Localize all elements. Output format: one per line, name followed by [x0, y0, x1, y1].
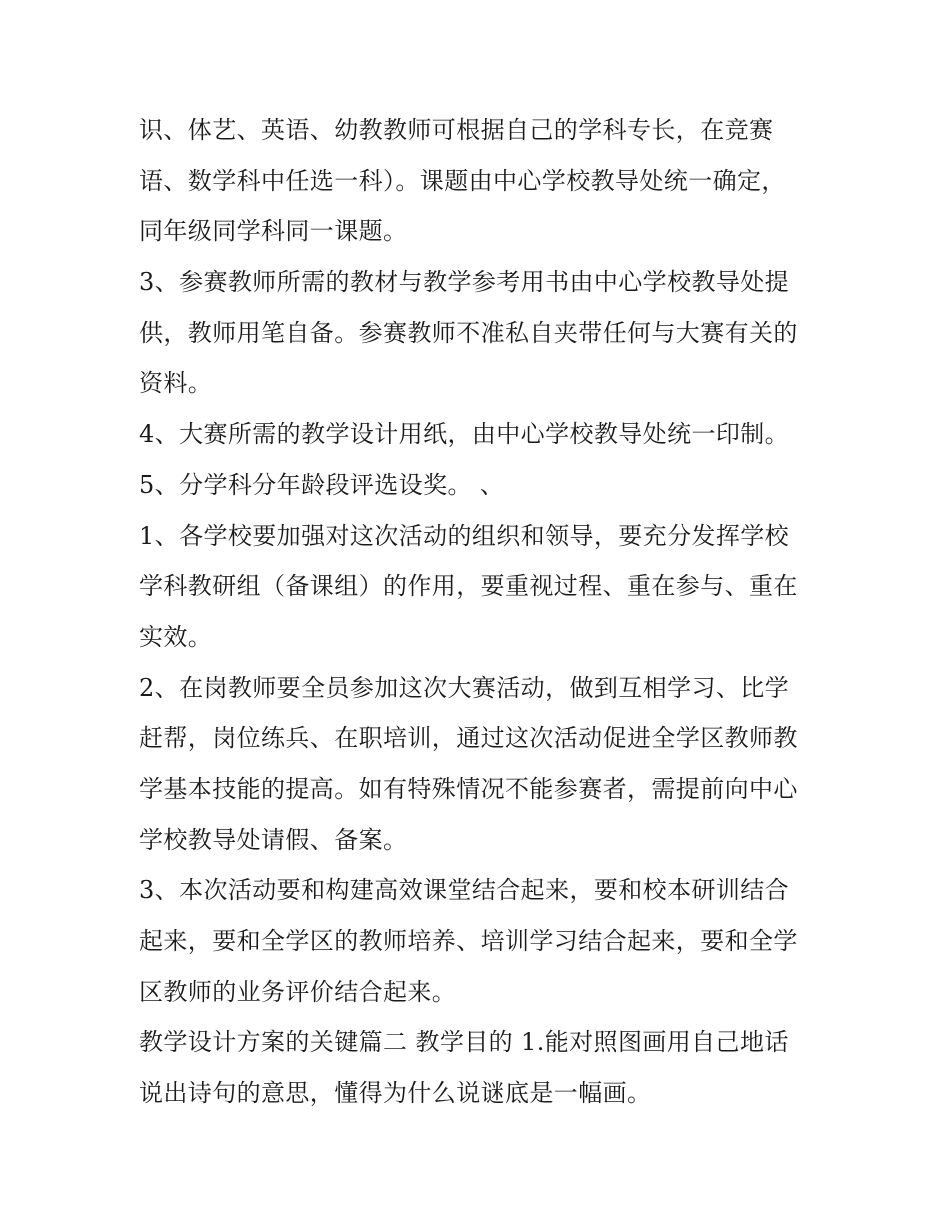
text-line-17: 起来，要和全学区的教师培养、培训学习结合起来，要和全学: [139, 927, 798, 955]
text-line-13: 赶帮，岗位练兵、在职培训，通过这次活动促进全学区教师教: [139, 724, 798, 753]
text-line-11: 实效。: [139, 622, 213, 651]
text-line-7: 4、大赛所需的教学设计用纸，由中心学校教导处统一印制。: [139, 420, 790, 449]
text-line-4: 3、参赛教师所需的教材与教学参考用书由中心学校教导处提: [139, 268, 790, 297]
text-line-10: 学科教研组（备课组）的作用，要重视过程、重在参与、重在: [139, 572, 798, 601]
text-line-19: 教学设计方案的关键篇二 教学目的 1.能对照图画用自己地话: [139, 1028, 789, 1057]
text-line-18: 区教师的业务评价结合起来。: [139, 977, 457, 1006]
text-line-16: 3、本次活动要和构建高效课堂结合起来，要和校本研训结合: [139, 876, 790, 905]
text-line-20: 说出诗句的意思，懂得为什么说谜底是一幅画。: [139, 1079, 652, 1108]
text-line-1: 识、体艺、英语、幼教教师可根据自己的学科专长，在竞赛: [139, 116, 774, 144]
text-line-2: 语、数学科中任选一科）。课题由中心学校教导处统一确定，: [139, 166, 786, 195]
text-line-5: 供，教师用笔自备。参赛教师不准私自夹带任何与大赛有关的: [139, 318, 798, 347]
text-line-3: 同年级同学科同一课题。: [139, 217, 408, 246]
text-line-15: 学校教导处请假、备案。: [139, 825, 408, 854]
text-line-9: 1、各学校要加强对这次活动的组织和领导，要充分发挥学校: [139, 521, 790, 550]
text-line-8: 5、分学科分年龄段评选设奖。 、: [139, 470, 505, 499]
text-line-6: 资料。: [139, 369, 213, 398]
text-line-12: 2、在岗教师要全员参加这次大赛活动，做到互相学习、比学: [139, 673, 790, 702]
document-body: [139, 109, 829, 1123]
text-line-14: 学基本技能的提高。如有特殊情况不能参赛者，需提前向中心: [139, 774, 798, 803]
